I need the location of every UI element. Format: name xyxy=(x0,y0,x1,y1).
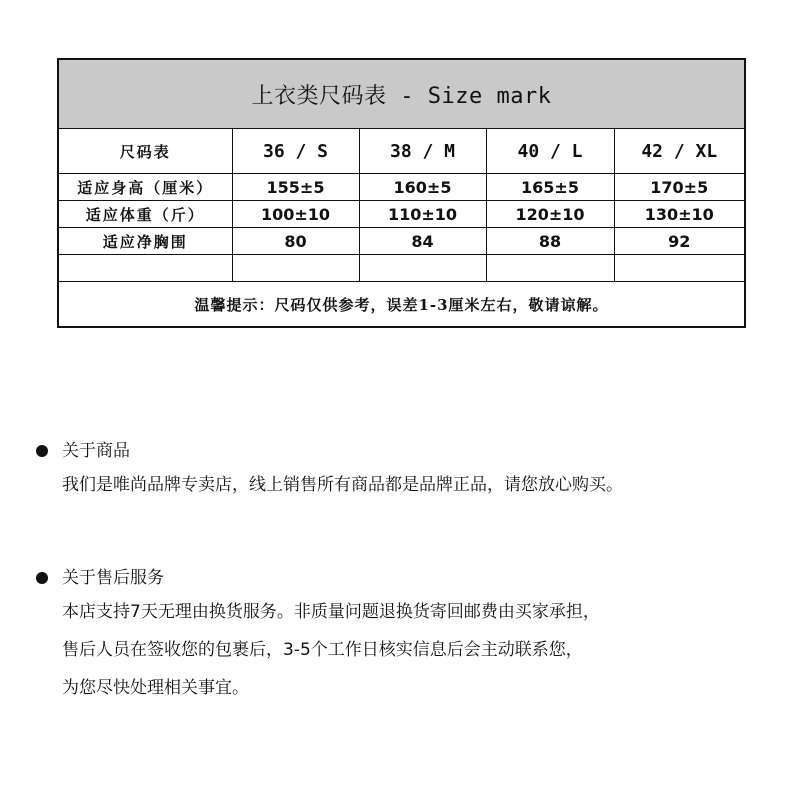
header-size-xl: 42 / XL xyxy=(614,129,745,174)
bullet-icon xyxy=(36,572,48,584)
after-sales-text-line: 本店支持7天无理由换货服务。非质量问题退换货寄回邮费由买家承担， xyxy=(62,602,600,622)
about-goods-text: 我们是唯尚品牌专卖店，线上销售所有商品都是品牌正品，请您放心购买。 xyxy=(62,475,623,495)
header-size-m: 38 / M xyxy=(359,129,486,174)
row-label: 适应净胸围 xyxy=(58,228,232,255)
about-goods-section xyxy=(36,436,623,504)
table-row-weight xyxy=(58,201,745,228)
row-label: 适应体重（斤） xyxy=(58,201,232,228)
table-cell: 84 xyxy=(359,228,486,255)
about-goods-heading: 关于商品 xyxy=(62,441,130,461)
header-label: 尺码表 xyxy=(58,129,232,174)
table-cell: 80 xyxy=(232,228,359,255)
header-size-s: 36 / S xyxy=(232,129,359,174)
after-sales-text-line: 为您尽快处理相关事宜。 xyxy=(62,678,249,698)
after-sales-text-line: 售后人员在签收您的包裹后，3-5个工作日核实信息后会主动联系您， xyxy=(62,640,583,660)
about-goods-heading-row xyxy=(36,436,623,466)
empty-cell xyxy=(486,255,614,282)
size-chart-title-row xyxy=(58,59,745,129)
table-cell: 170±5 xyxy=(614,174,745,201)
table-row-empty xyxy=(58,255,745,282)
size-chart-header-row xyxy=(58,129,745,174)
header-size-l: 40 / L xyxy=(486,129,614,174)
size-chart-note-row xyxy=(58,282,745,328)
table-cell: 110±10 xyxy=(359,201,486,228)
after-sales-heading: 关于售后服务 xyxy=(62,568,164,588)
size-chart-title: 上衣类尺码表 - Size mark xyxy=(58,59,745,129)
size-chart-table xyxy=(57,58,746,328)
bullet-icon xyxy=(36,445,48,457)
table-cell: 92 xyxy=(614,228,745,255)
empty-cell xyxy=(232,255,359,282)
table-cell: 160±5 xyxy=(359,174,486,201)
size-chart-note: 温馨提示：尺码仅供参考，误差1-3厘米左右，敬请谅解。 xyxy=(58,282,745,328)
row-label: 适应身高（厘米） xyxy=(58,174,232,201)
empty-cell xyxy=(58,255,232,282)
after-sales-heading-row xyxy=(36,563,600,593)
table-cell: 120±10 xyxy=(486,201,614,228)
table-cell: 165±5 xyxy=(486,174,614,201)
table-row-chest xyxy=(58,228,745,255)
after-sales-section xyxy=(36,563,600,707)
table-row-height xyxy=(58,174,745,201)
empty-cell xyxy=(359,255,486,282)
table-cell: 88 xyxy=(486,228,614,255)
empty-cell xyxy=(614,255,745,282)
table-cell: 155±5 xyxy=(232,174,359,201)
table-cell: 100±10 xyxy=(232,201,359,228)
table-cell: 130±10 xyxy=(614,201,745,228)
